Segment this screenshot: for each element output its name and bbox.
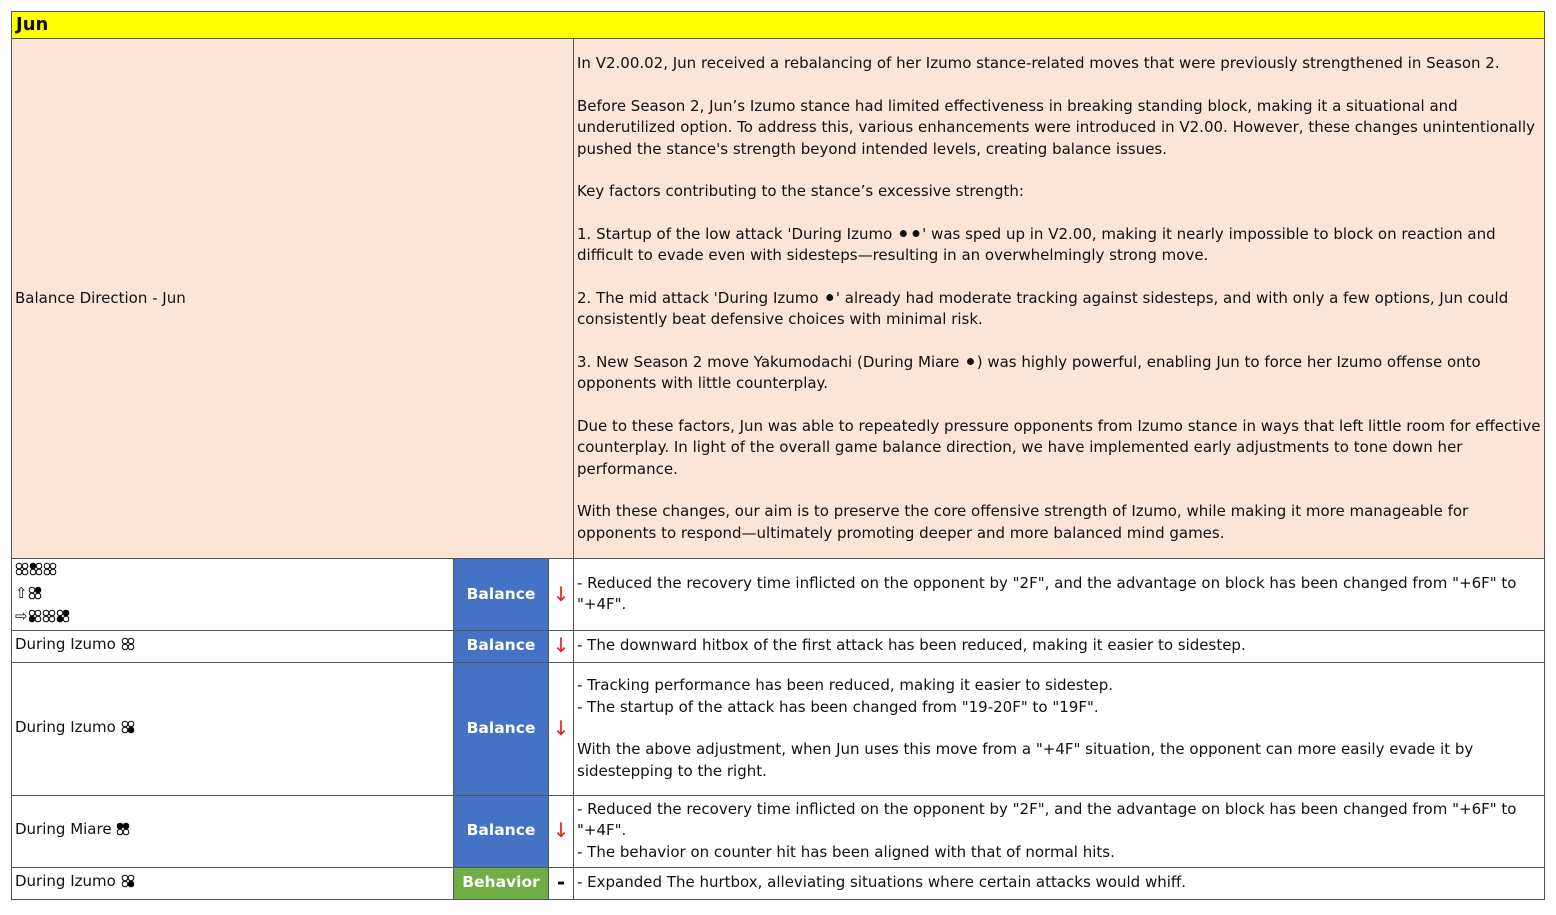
character-header-row xyxy=(12,12,1545,39)
direction-paragraph: Before Season 2, Jun’s Izumo stance had limited effectiveness in breaking standing block, making it a situational and underutilized option. To address this, various enhancements were introduced in V2.00. However, these changes unintentionally pushed the stance's strength beyond intended levels, creating balance issues. xyxy=(577,96,1535,158)
patch-notes-table xyxy=(11,11,1545,900)
right-arrow-icon: ⇨ xyxy=(15,607,28,625)
category-badge: Balance xyxy=(454,662,549,795)
direction-paragraph: Key factors contributing to the stance’s excessive strength: xyxy=(577,182,1024,200)
category-badge: Behavior xyxy=(454,867,549,899)
move-name: During Izumo xyxy=(15,635,116,654)
command-line xyxy=(15,559,450,583)
button-icon xyxy=(42,608,56,630)
change-note: - Tracking performance has been reduced, making it easier to sidestep. xyxy=(577,676,1114,694)
button-icon xyxy=(121,636,135,658)
nerf-arrow-icon: ↓ xyxy=(549,559,574,631)
button-icon xyxy=(121,719,135,741)
button-icon xyxy=(15,561,29,583)
command-line xyxy=(15,606,450,630)
change-note: With the above adjustment, when Jun uses this move from a "+4F" situation, the opponent can more easily evade it by sidestepping to the right. xyxy=(577,740,1474,780)
change-note: - The behavior on counter hit has been aligned with that of normal hits. xyxy=(577,842,1115,861)
move-command xyxy=(12,559,454,631)
move-row xyxy=(12,795,1545,867)
move-command xyxy=(12,867,454,899)
move-command xyxy=(12,662,454,795)
move-command xyxy=(12,630,454,662)
direction-paragraph: 2. The mid attack 'During Izumo ⚫' already had moderate tracking against sidesteps, and with only a few options, Jun could consistently beat defensive choices with minimal risk. xyxy=(577,288,1509,328)
move-command xyxy=(12,795,454,867)
direction-paragraph: In V2.00.02, Jun received a rebalancing of her Izumo stance-related moves that were previously strengthened in Season 2. xyxy=(577,54,1500,72)
up-arrow-icon: ⇧ xyxy=(15,583,28,602)
button-icon xyxy=(121,873,135,895)
change-note: - The downward hitbox of the first attack has been reduced, making it easier to sidestep. xyxy=(577,636,1246,655)
change-note: - Reduced the recovery time inflicted on the opponent by "2F", and the advantage on block has been changed from "+6F" to "+4F". xyxy=(577,573,1517,614)
button-icon xyxy=(116,821,130,843)
button-icon xyxy=(28,608,42,630)
balance-direction-row xyxy=(12,39,1545,559)
change-note: - Reduced the recovery time inflicted on the opponent by "2F", and the advantage on block has been changed from "+6F" to "+4F". xyxy=(577,799,1517,840)
change-note: - The startup of the attack has been changed from "19-20F" to "19F". xyxy=(577,697,1099,716)
balance-direction-text xyxy=(574,39,1545,559)
change-notes xyxy=(574,795,1545,867)
button-icon xyxy=(43,561,57,583)
nerf-arrow-icon: ↓ xyxy=(549,662,574,795)
button-icon xyxy=(28,585,42,607)
change-notes xyxy=(574,559,1545,631)
character-name: Jun xyxy=(12,12,1545,39)
change-notes xyxy=(574,630,1545,662)
nerf-arrow-icon: ↓ xyxy=(549,795,574,867)
category-badge: Balance xyxy=(454,795,549,867)
nerf-arrow-icon: ↓ xyxy=(549,630,574,662)
move-name: During Izumo xyxy=(15,717,116,736)
direction-paragraph: With these changes, our aim is to preserve the core offensive strength of Izumo, while making it more manageable for opponents to respond—ultimately promoting deeper and more balanced mind games. xyxy=(577,502,1469,542)
move-name: During Izumo xyxy=(15,872,116,891)
move-row xyxy=(12,867,1545,899)
button-icon xyxy=(29,561,43,583)
move-row xyxy=(12,559,1545,631)
spacer xyxy=(577,718,1541,739)
change-notes xyxy=(574,867,1545,899)
direction-paragraph: 3. New Season 2 move Yakumodachi (During Miare ⚫) was highly powerful, enabling Jun to force her Izumo offense onto opponents with little counterplay. xyxy=(577,352,1481,392)
change-note: - Expanded The hurtbox, alleviating situations where certain attacks would whiff. xyxy=(577,873,1187,892)
category-badge: Balance xyxy=(454,630,549,662)
no-change-dash: - xyxy=(549,867,574,899)
move-row xyxy=(12,630,1545,662)
direction-paragraph xyxy=(577,224,1541,267)
direction-paragraph: Due to these factors, Jun was able to repeatedly pressure opponents from Izumo stance in ways that left little room for effective counterplay. In light of the overall game balance direction, we have implemented early adjustments to tone down her performance. xyxy=(577,416,1541,478)
balance-direction-label: Balance Direction - Jun xyxy=(12,39,574,559)
move-row xyxy=(12,662,1545,795)
change-notes xyxy=(574,662,1545,795)
button-icon xyxy=(56,608,70,630)
move-name: During Miare xyxy=(15,820,112,839)
direction-text: 1. Startup of the low attack 'During Izumo ⚫⚫' was sped up in V2.00, making it nearly impossible to block on reaction and difficult to evade even with sidesteps—resulting in an overwhelmingly strong move. xyxy=(577,224,1496,264)
command-line xyxy=(15,583,450,607)
category-badge: Balance xyxy=(454,559,549,631)
